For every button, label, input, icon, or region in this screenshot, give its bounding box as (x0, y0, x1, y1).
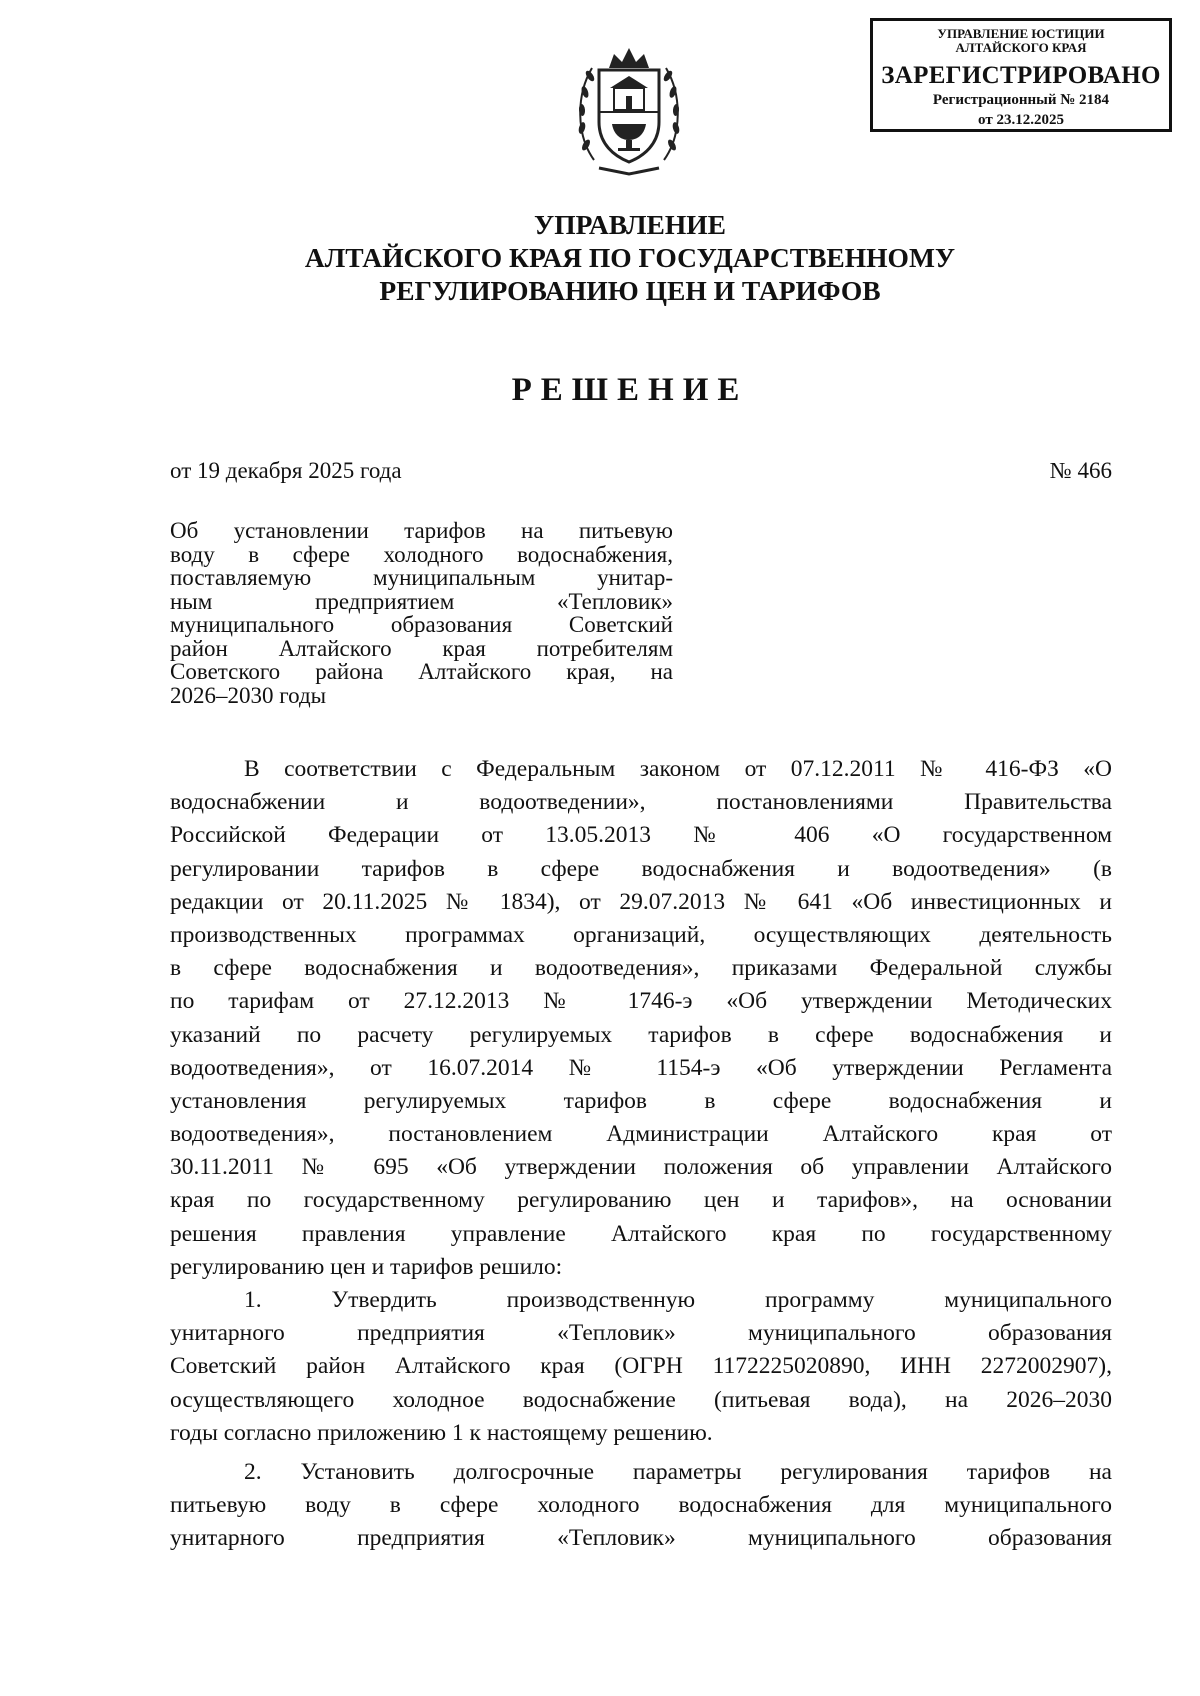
body-line: питьевую воду в сфере холодного водоснабжения для муниципального (170, 1492, 1112, 1519)
stamp-org-line-1: УПРАВЛЕНИЕ ЮСТИЦИИ (937, 26, 1105, 41)
subject-line: муниципального образования Советский (170, 612, 673, 637)
subject-line: район Алтайского края потребителям (170, 635, 673, 661)
body-line: указаний по расчету регулируемых тарифов в сфере водоснабжения и (170, 1021, 1112, 1048)
body-line: решения правления управление Алтайского края по государственному (170, 1220, 1112, 1247)
body-line: установления регулируемых тарифов в сфере водоснабжения и (170, 1087, 1112, 1114)
body-line: В соответствии с Федеральным законом от 07.12.2011 № 416-ФЗ «О (244, 756, 1112, 782)
preamble-paragraph (170, 753, 1112, 1284)
document-type: РЕШЕНИЕ (511, 372, 749, 408)
body-line: водоотведения», от 16.07.2014 № 1154-э «Об утверждении Регламента (170, 1054, 1112, 1081)
document-date: от 19 декабря 2025 года (170, 458, 402, 483)
subject-line: поставляемую муниципальным унитар- (170, 565, 673, 590)
item-2-paragraph (170, 1456, 1112, 1556)
document-number: № 466 (1049, 458, 1112, 483)
body-line: в сфере водоснабжения и водоотведения», приказами Федеральной службы (170, 955, 1112, 982)
stamp-status: ЗАРЕГИСТРИРОВАНО (881, 61, 1161, 89)
body-line: редакции от 20.11.2025 № 1834), от 29.07.2013 № 641 «Об инвестиционных и (170, 888, 1112, 915)
body-line: 1. Утвердить производственную программу муниципального (244, 1287, 1112, 1313)
body-line: водоотведения», постановлением Администрации Алтайского края от (170, 1121, 1112, 1148)
body-line: 2. Установить долгосрочные параметры регулирования тарифов на (244, 1458, 1112, 1485)
registration-stamp (870, 18, 1172, 132)
body-line: годы согласно приложению 1 к настоящему решению. (170, 1419, 713, 1446)
stamp-registration-date: от 23.12.2025 (978, 111, 1064, 128)
subject-line: Советского района Алтайского края, на (170, 659, 673, 684)
stamp-organization (873, 27, 1169, 56)
subject-line: 2026–2030 годы (170, 682, 327, 708)
body-line: 30.11.2011 № 695 «Об утверждении положения об управлении Алтайского (170, 1154, 1112, 1181)
stamp-registration-number: Регистрационный № 2184 (932, 92, 1110, 109)
document-subject (170, 519, 673, 707)
body-line: водоснабжении и водоотведении», постановлениями Правительства (170, 789, 1112, 816)
item-1-paragraph (170, 1284, 1112, 1450)
coat-of-arms-icon (574, 40, 684, 182)
body-line: унитарного предприятия «Тепловик» муниципального образования (170, 1320, 1112, 1347)
body-line: по тарифам от 27.12.2013 № 1746-э «Об утверждении Методических (170, 988, 1112, 1015)
agency-name-line-3: РЕГУЛИРОВАНИЮ ЦЕН И ТАРИФОВ (379, 275, 881, 306)
agency-name-line-1: УПРАВЛЕНИЕ (534, 209, 726, 240)
document-body (170, 753, 1112, 1556)
body-line: производственных программах организаций, осуществляющих деятельность (170, 921, 1112, 948)
subject-line: ным предприятием «Тепловик» (170, 588, 673, 614)
body-line: края по государственному регулированию цен и тарифов», на основании (170, 1187, 1112, 1214)
body-line: Российской Федерации от 13.05.2013 № 406 «О государственном (170, 822, 1112, 849)
body-line: регулировании тарифов в сфере водоснабжения и водоотведения» (в (170, 855, 1112, 882)
subject-line: воду в сфере холодного водоснабжения, (170, 541, 673, 567)
body-line: унитарного предприятия «Тепловик» муниципального образования (170, 1525, 1112, 1552)
body-line: регулированию цен и тарифов решило: (170, 1253, 563, 1280)
subject-line: Об установлении тарифов на питьевую (170, 518, 673, 543)
body-line: Советский район Алтайского края (ОГРН 1172225020890, ИНН 2272002907), (170, 1353, 1112, 1380)
agency-name-line-2: АЛТАЙСКОГО КРАЯ ПО ГОСУДАРСТВЕННОМУ (304, 242, 956, 273)
agency-name (200, 208, 1060, 307)
stamp-org-line-2: АЛТАЙСКОГО КРАЯ (955, 40, 1087, 56)
body-line: осуществляющего холодное водоснабжение (питьевая вода), на 2026–2030 (170, 1386, 1112, 1413)
